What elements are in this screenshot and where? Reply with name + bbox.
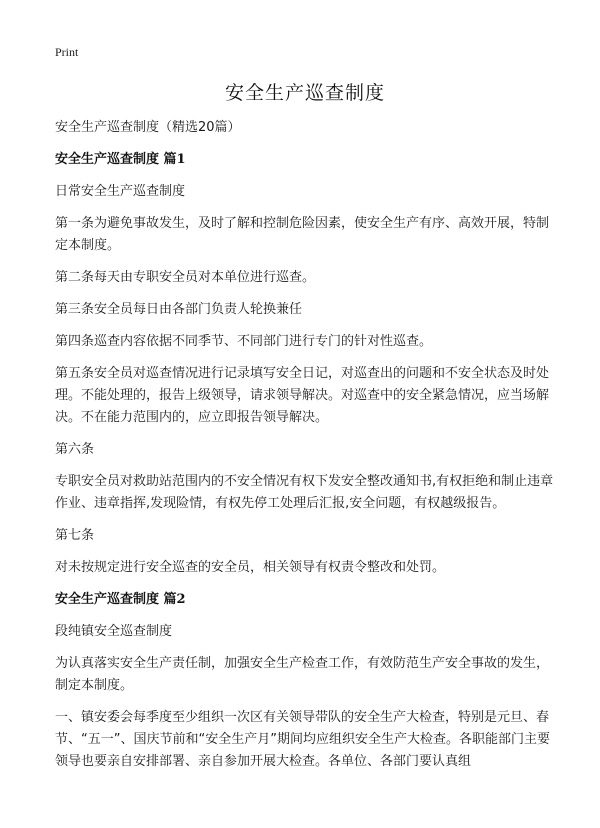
paragraph: 日常安全生产巡查制度 xyxy=(55,184,186,199)
document-title: 安全生产巡查制度 xyxy=(224,82,385,104)
print-label[interactable]: Print xyxy=(55,45,79,59)
paragraph: 第二条每天由专职安全员对本单位进行巡查。 xyxy=(55,270,316,285)
paragraph: 段纯镇安全巡查制度 xyxy=(55,624,173,639)
section-heading-2: 安全生产巡查制度 篇2 xyxy=(55,592,186,607)
document-subtitle: 安全生产巡查制度（精选20篇） xyxy=(55,120,241,135)
section-heading-1: 安全生产巡查制度 篇1 xyxy=(55,152,186,167)
paragraph: 第四条巡查内容依据不同季节、不同部门进行专门的针对性巡查。 xyxy=(55,334,433,349)
document-body xyxy=(55,78,555,783)
paragraph: 第六条 xyxy=(55,442,95,457)
paragraph: 第一条为避免事故发生，及时了解和控制危险因素，使安全生产有序、高效开展，特制定本制度。 xyxy=(55,216,550,253)
paragraph: 一、镇安委会每季度至少组织一次区有关领导带队的安全生产大检查，特别是元旦、春节、“五一”、国庆节前和“安全生产月”期间均应组织安全生产大检查。各职能部门主要领导也要亲自安排部署、亲自参加开展大检查。各单位、各部门要认真组 xyxy=(55,710,550,769)
paragraph: 为认真落实安全生产责任制，加强安全生产检查工作，有效防范生产安全事故的发生，制定本制度。 xyxy=(55,656,550,693)
paragraph: 专职安全员对救助站范围内的不安全情况有权下发安全整改通知书,有权拒绝和制止违章作业、违章指挥,发现险情，有权先停工处理后汇报,安全问题，有权越级报告。 xyxy=(55,474,554,511)
paragraph: 第五条安全员对巡查情况进行记录填写安全日记，对巡查出的问题和不安全状态及时处理。不能处理的，报告上级领导，请求领导解决。对巡查中的安全紧急情况，应当场解决。不在能力范围内的，应立即报告领导解决。 xyxy=(55,366,550,425)
paragraph: 第七条 xyxy=(55,528,95,543)
paragraph: 第三条安全员每日由各部门负责人轮换兼任 xyxy=(55,302,303,317)
paragraph: 对未按规定进行安全巡查的安全员，相关领导有权责令整改和处罚。 xyxy=(55,560,446,575)
